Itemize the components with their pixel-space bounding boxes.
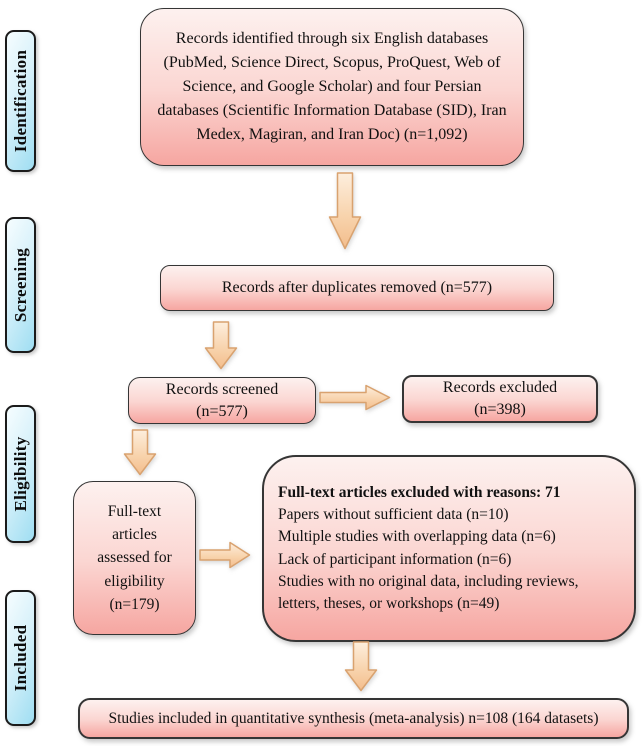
arrow-duplicates-to-screened <box>204 321 238 370</box>
reason-item: Studies with no original data, including reviews, letters, theses, or workshops (n=49) <box>278 572 579 613</box>
stage-label-screening-text: Screening <box>10 247 30 323</box>
stage-label-included <box>5 590 36 726</box>
box-records-excluded-line1: Records excluded <box>442 379 558 397</box>
arrow-identified-to-duplicates <box>328 172 362 250</box>
box-duplicates-removed-text: Records after duplicates removed (n=577) <box>221 279 493 296</box>
box-records-excluded <box>402 375 598 423</box>
box-included-synthesis-text: Studies included in quantitative synthesis (meta-analysis) n=108 (164 datasets) <box>108 709 599 727</box>
box-duplicates-removed <box>160 265 554 311</box>
box-fulltext-assessed-text: Full-text articles assessed for eligibility (n=179) <box>97 502 172 613</box>
stage-label-identification-text: Identification <box>10 49 30 153</box>
box-records-screened <box>128 377 316 424</box>
stage-label-eligibility <box>5 405 36 543</box>
box-records-identified <box>140 8 524 166</box>
arrow-screened-to-excluded <box>319 384 391 411</box>
arrow-reasons-to-included <box>344 641 378 692</box>
reason-item: Papers without sufficient data (n=10) <box>278 505 509 523</box>
box-records-excluded-line2: (n=398) <box>474 401 526 418</box>
box-included-synthesis <box>78 698 629 739</box>
stage-label-included-text: Included <box>10 624 30 692</box>
reason-item: Lack of participant information (n=6) <box>278 550 512 568</box>
box-records-screened-line2: (n=577) <box>196 402 248 420</box>
reasons-heading: Full-text articles excluded with reasons: 71 <box>278 483 561 501</box>
arrow-fulltext-to-reasons <box>199 541 251 569</box>
stage-label-eligibility-text: Eligibility <box>10 436 30 512</box>
stage-label-identification <box>5 30 36 172</box>
stage-label-screening <box>5 217 36 353</box>
box-fulltext-assessed <box>73 481 196 635</box>
box-records-screened-line1: Records screened <box>165 380 279 398</box>
arrow-screened-to-fulltext <box>123 429 157 476</box>
box-fulltext-excluded-reasons <box>262 455 636 642</box>
reason-item: Multiple studies with overlapping data (n=6) <box>278 528 556 546</box>
box-records-identified-text: Records identified through six English databases (PubMed, Science Direct, Scopus, ProQuest, Web of Science, and Google Scholar) and four Persian databases (Scientific Information Database (SID), Iran Medex, Magiran, and Iran Doc) (n=1,092) <box>157 30 507 143</box>
